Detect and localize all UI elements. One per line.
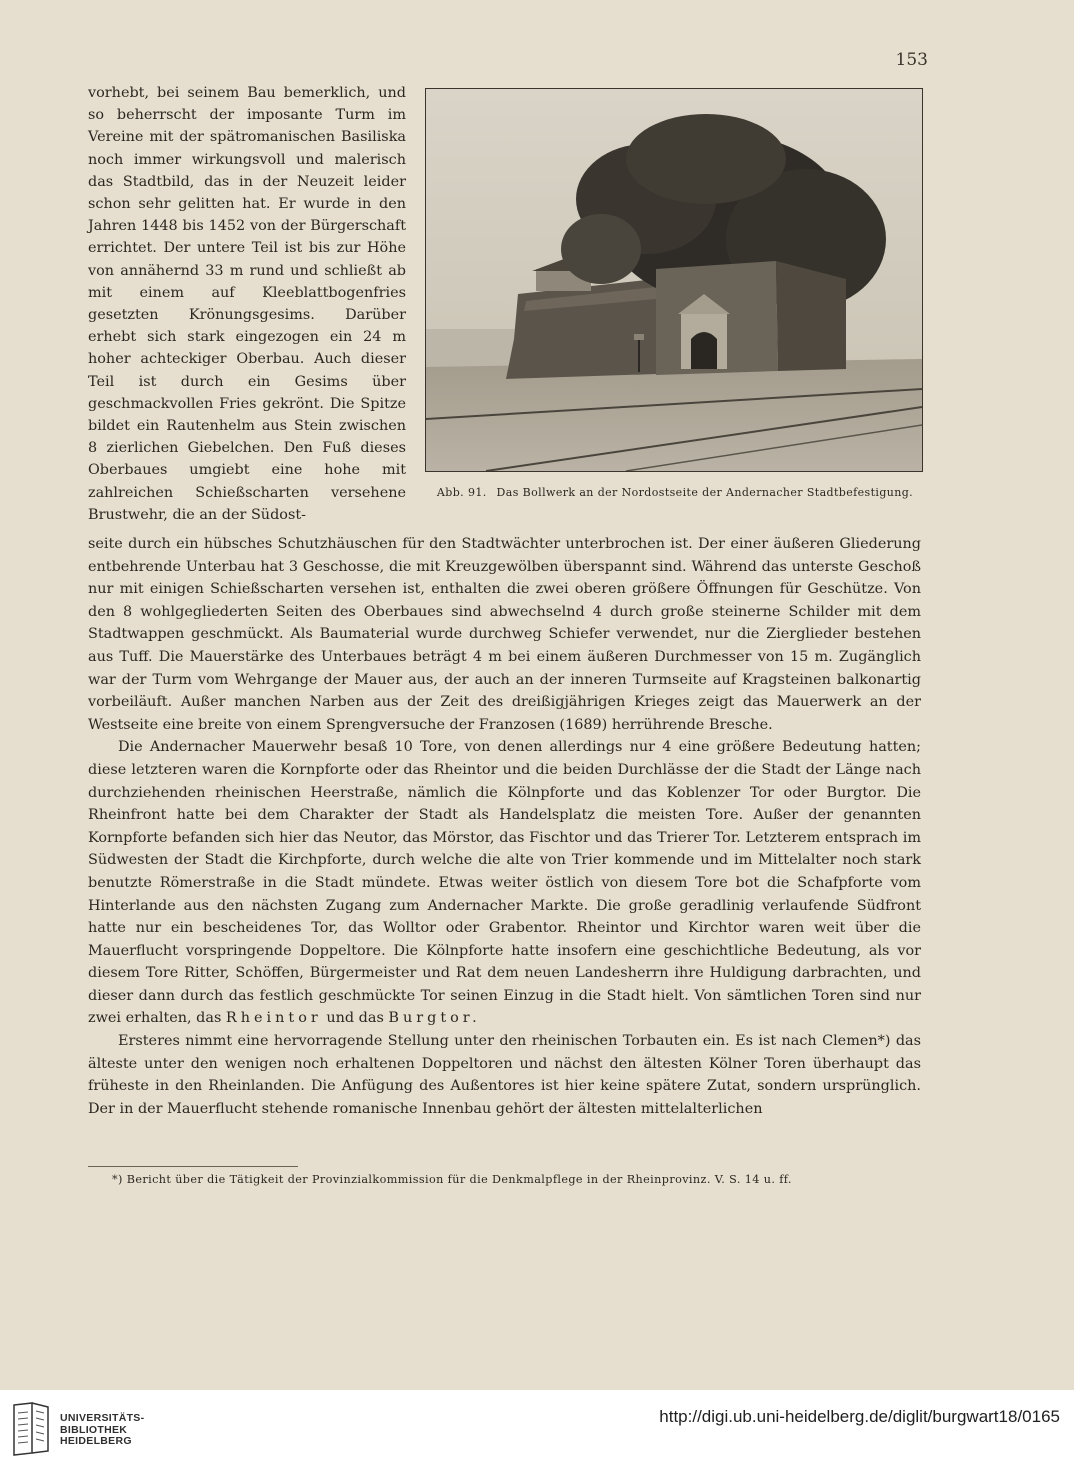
library-name-line1: UNIVERSITÄTS-: [60, 1412, 145, 1424]
column-text-block: [88, 82, 406, 526]
library-name-line2: BIBLIOTHEK: [60, 1423, 128, 1436]
conjunction-und-das: und das: [326, 1010, 384, 1027]
figure-photo: [425, 88, 923, 472]
footnote: *) Bericht über die Tätigkeit der Provinzialkommission für die Denkmalpflege in der Rheinprovinz. V. S. 14 u. ff.: [112, 1173, 792, 1186]
paragraph-gates: [88, 736, 921, 1030]
bulwark-photo-image: [426, 89, 922, 471]
paragraph-gates-text: Die Andernacher Mauerwehr besaß 10 Tore, von denen allerdings nur 4 eine größere Bedeutung hatten; diese letzteren waren die Kornpforte oder das Rheintor und die beiden Durchlässe der die Stadt der Länge nach durchziehenden rheinischen Heerstraße, nämlich die Kölnpforte und das Koblenzer Tor oder Burgtor. Die Rheinfront hatte bei dem Charakter der Stadt als Handelsplatz die meisten Tore. Außer der genannten Kornpforte befanden sich hier das Neutor, das Mörstor, das Fischtor und das Trierer Tor. Letzterem entsprach im Südwesten der Stadt die Kirchpforte, durch welche die alte von Trier kommende und im Mittelalter noch stark benutzte Römerstraße in die Stadt mündete. Etwas weiter östlich von diesem Tore bot die Schafpforte vom Hinterlande aus den nächsten Zugang zum Andernacher Markte. Die große geradlinig verlaufende Südfront hatte nur ein bescheidenes Tor, das Wolltor oder Grabentor. Rheintor und Kirchtor waren weit über die Mauerflucht vorspringende Doppeltore. Die Kölnpforte hatte insofern eine geschichtliche Bedeutung, als vor diesem Tore Ritter, Schöffen, Bürgermeister und Rat dem neuen Landesherrn ihre Huldigung darbrachten, und dieser dann durch das festlich geschmückte Tor seinen Einzug in die Stadt hielt. Von sämtlichen Toren sind nur zwei erhalten, das: [88, 739, 921, 1027]
footer-bar: [0, 1390, 1074, 1472]
page-number: 153: [895, 50, 928, 70]
library-name: [60, 1413, 144, 1448]
university-library-logo-icon: [10, 1401, 52, 1457]
figure-caption-text: Das Bollwerk an der Nordostseite der Andernacher Stadtbefestigung.: [496, 486, 914, 499]
figure-caption: [430, 484, 920, 501]
paragraph-continued: seite durch ein hübsches Schutzhäuschen für den Stadtwächter unterbrochen ist. Der einer äußeren Gliederung entbehrende Unterbau hat 3 Geschosse, die mit Kreuzgewölben überspannt sind. Während das unterste Geschoß nur mit einigen Schießscharten versehen ist, enthalten die zwei oberen größere Öffnungen für Geschütze. Von den 8 wohlgegliederten Seiten des Oberbaues sind abwechselnd 4 durch große steinerne Schilder mit dem Stadtwappen geschmückt. Als Baumaterial wurde durchweg Schiefer verwendet, nur die Zierglieder bestehen aus Tuff. Die Mauerstärke des Unterbaues beträgt 4 m bei einem äußeren Durchmesser von 15 m. Zugänglich war der Turm vom Wehrgange der Mauer aus, der auch an der inneren Turmseite auf Kragsteinen balkonartig vorbeiläuft. Außer manchen Narben aus der Zeit des dreißigjährigen Krieges zeigt das Mauerwerk an der Westseite eine breite von einem Sprengversuche der Franzosen (1689) herrührende Bresche.: [88, 536, 921, 733]
paragraph-first-gate: Ersteres nimmt eine hervorragende Stellung unter den rheinischen Torbauten ein. Es ist nach Clemen*) das älteste unter den wenigen noch erhaltenen Doppeltoren und nächst den ältesten Kölner Toren überhaupt das früheste in den Rheinlanden. Die Anfügung des Außentores ist hier keine spätere Zutat, sondern ursprünglich. Der in der Mauerflucht stehende romanische Innenbau gehört der ältesten mittelalterlichen: [88, 1033, 921, 1117]
library-name-line3: HEIDELBERG: [60, 1435, 132, 1447]
spaced-word-rheintor: Rheintor: [225, 1010, 322, 1027]
spaced-word-burgtor: Burgtor.: [388, 1010, 481, 1027]
footnote-rule: [88, 1166, 298, 1167]
column-paragraph: vorhebt, bei seinem Bau bemerklich, und so beherrscht der imposante Turm im Vereine mit der spätromanischen Basiliska noch immer wirkungsvoll und malerisch das Stadtbild, das in der Neuzeit leider schon sehr gelitten hat. Er wurde in den Jahren 1448 bis 1452 von der Bürgerschaft errichtet. Der untere Teil ist bis zur Höhe von annähernd 33 m rund und schließt ab mit einem auf Kleeblattbogenfries gesetzten Krönungsgesims. Darüber erhebt sich stark eingezogen ein 24 m hoher achteckiger Oberbau. Auch dieser Teil ist durch ein Gesims über geschmackvollen Fries gekrönt. Die Spitze bildet ein Rautenhelm aus Stein zwischen 8 zierlichen Giebelchen. Den Fuß dieses Oberbaues umgiebt eine hohe mit zahlreichen Schießscharten versehene Brustwehr, die an der Südost-: [88, 85, 406, 523]
full-width-text-block: [88, 533, 921, 1120]
source-url-link[interactable]: http://digi.ub.uni-heidelberg.de/diglit/burgwart18/0165: [659, 1407, 1060, 1426]
figure-number: Abb. 91.: [436, 486, 487, 499]
